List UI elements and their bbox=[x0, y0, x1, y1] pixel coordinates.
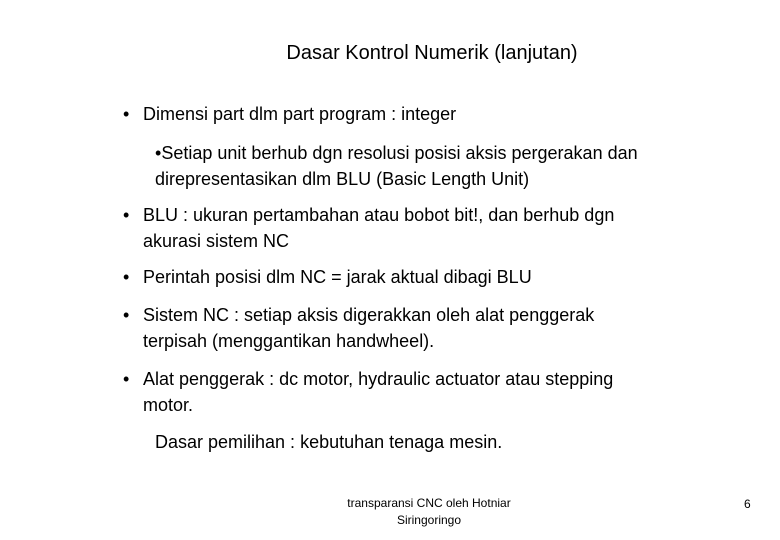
bullet-text: Sistem NC : setiap aksis digerakkan oleh alat penggerak bbox=[143, 305, 595, 325]
footer-line-1: transparansi CNC oleh Hotniar bbox=[347, 496, 511, 510]
page-number: 6 bbox=[744, 497, 751, 511]
bullet-item-perintah bbox=[123, 264, 532, 290]
bullet-marker: • bbox=[123, 305, 130, 325]
sub-bullet-item bbox=[155, 140, 638, 166]
sub-bullet-item-continued bbox=[155, 166, 529, 192]
bullet-text: Alat penggerak : dc motor, hydraulic actuator atau stepping bbox=[143, 369, 614, 389]
bullet-item-blu-continued bbox=[143, 228, 289, 254]
bullet-text: motor. bbox=[143, 395, 194, 415]
bullet-text: Perintah posisi dlm NC = jarak aktual dibagi BLU bbox=[143, 267, 532, 287]
bullet-item-sistem-nc-continued bbox=[143, 328, 434, 354]
bullet-text: BLU : ukuran pertambahan atau bobot bit!, dan berhub dgn bbox=[143, 205, 615, 225]
bullet-marker: • bbox=[123, 369, 130, 389]
bullet-marker: • bbox=[123, 267, 130, 287]
bullet-item-blu bbox=[123, 202, 614, 228]
bullet-marker: • bbox=[155, 143, 162, 163]
bullet-text: Setiap unit berhub dgn resolusi posisi aksis pergerakan dan bbox=[161, 143, 638, 163]
bullet-text: terpisah (menggantikan handwheel). bbox=[143, 331, 435, 351]
bullet-text: direpresentasikan dlm BLU (Basic Length Unit) bbox=[155, 169, 530, 189]
bullet-item-sistem-nc bbox=[123, 302, 594, 328]
footer bbox=[300, 495, 558, 529]
bullet-item-alat-penggerak bbox=[123, 366, 613, 392]
slide-title: Dasar Kontrol Numerik (lanjutan) bbox=[286, 42, 578, 64]
footer-line-2: Siringoringo bbox=[396, 513, 462, 527]
bullet-item-1 bbox=[123, 101, 456, 127]
bullet-item-alat-penggerak-continued bbox=[143, 392, 193, 418]
bullet-marker: • bbox=[123, 104, 130, 124]
bullet-marker: • bbox=[123, 205, 130, 225]
bullet-text: akurasi sistem NC bbox=[143, 231, 290, 251]
bullet-text: Dimensi part dlm part program : integer bbox=[143, 104, 457, 124]
note-text: Dasar pemilihan : kebutuhan tenaga mesin. bbox=[155, 432, 503, 452]
